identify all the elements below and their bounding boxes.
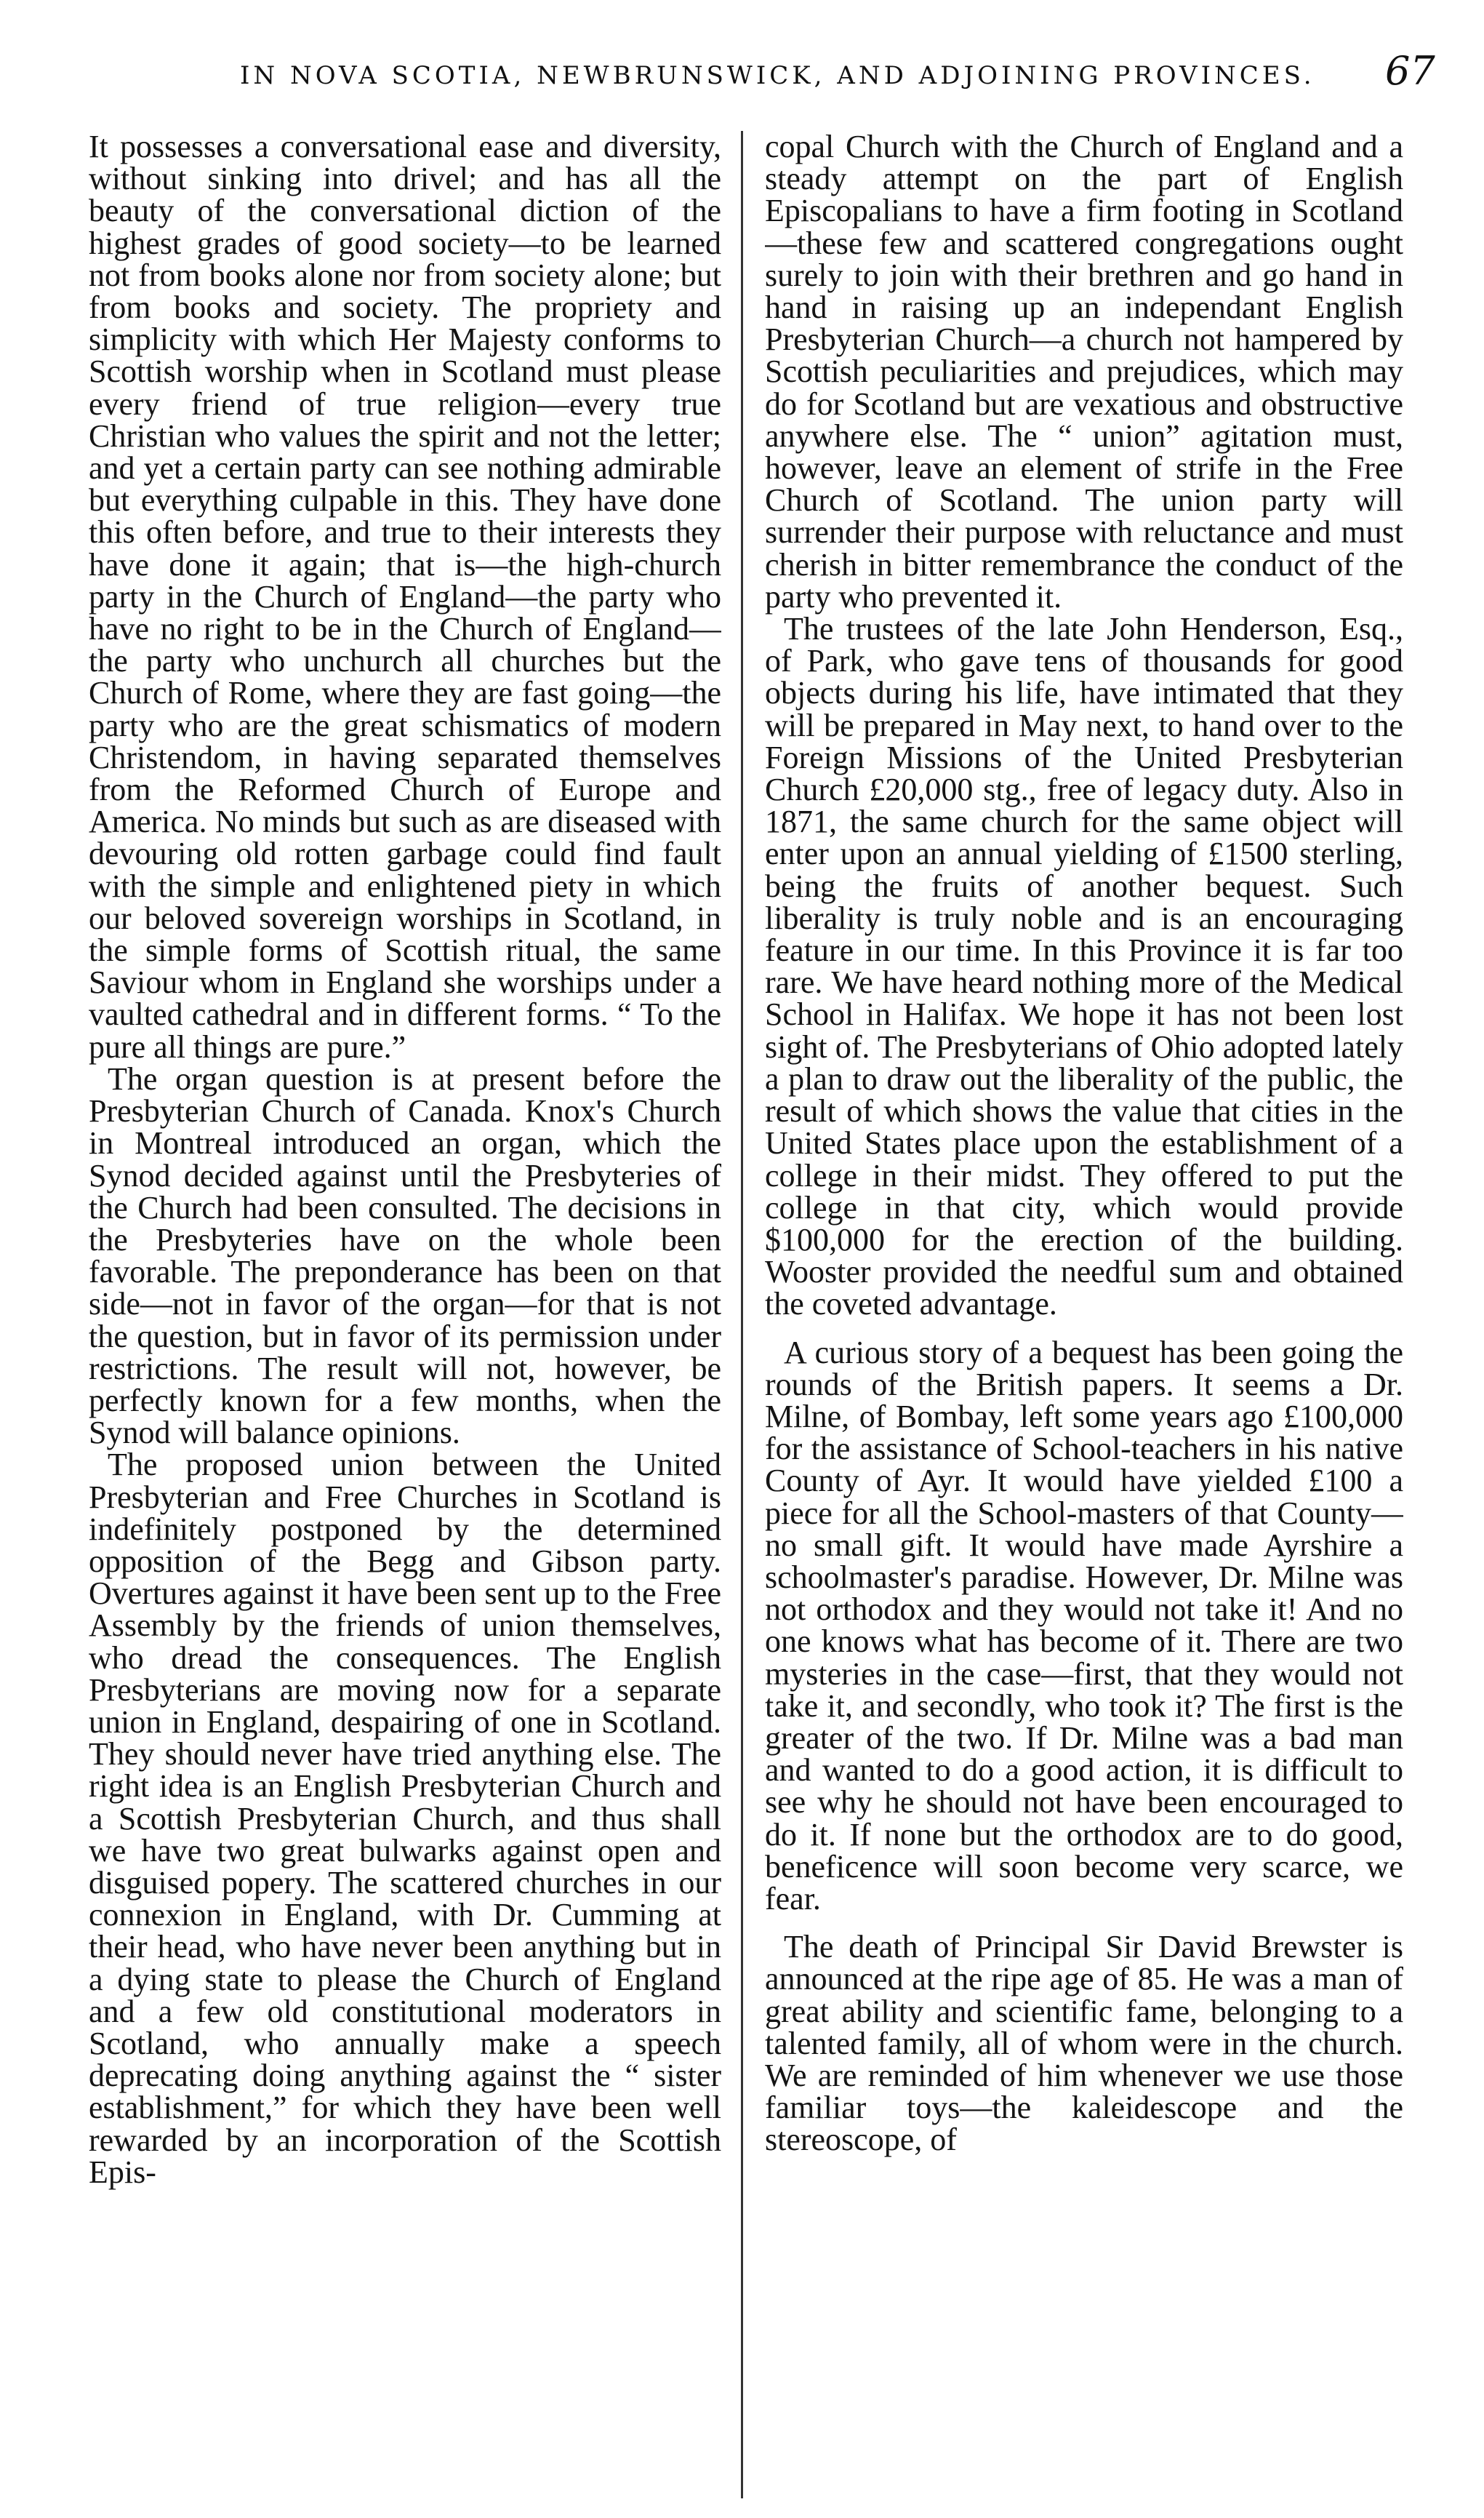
article-paragraph: The death of Principal Sir David Brewster is announced at the ripe age of 85. He was a man of great ability and scientific fame, belonging to a talented family, all of whom were in the church. We are reminded of him whenever we use those familiar toys—the kaleidescope and the stereoscope, of (765, 1929, 1403, 2158)
running-title: IN NOVA SCOTIA, NEWBRUNSWICK, AND ADJOINING PROVINCES. (240, 61, 1315, 90)
right-column (765, 131, 1403, 2495)
article-paragraph: The proposed union between the United Presbyterian and Free Churches in Scotland is indefinitely postponed by the determined opposition of the Begg and Gibson party. Overtures against it have been sent up to the Free Assembly by the friends of union themselves, who dread the consequences. The English Presbyterians are moving now for a separate union in England, despairing of one in Scotland. They should never have tried anything else. The right idea is an English Presbyterian Church and a Scottish Presbyterian Church, and thus shall we have two great bulwarks against open and disguised popery. The scattered churches in our connexion in England, with Dr. Cumming at their head, who have never been anything but in a dying state to please the Church of England and a few old constitutional moderators in Scotland, who annually make a speech deprecating doing anything against the “ sister establishment,” for which they have been well rewarded by an incorporation of the Scottish Epis- (89, 1447, 721, 2190)
article-paragraph: The organ question is at present before the Presbyterian Church of Canada. Knox's Church in Montreal introduced an organ, which the Synod decided against until the Presbyteries of the Church had been consulted. The decisions in the Presbyteries have on the whole been favorable. The preponderance has been on that side—not in favor of the organ—for that is not the question, but in favor of its permission under restrictions. The result will not, however, be perfectly known for a few months, when the Synod will balance opinions. (89, 1060, 721, 1451)
left-column (89, 131, 721, 2495)
article-paragraph: copal Church with the Church of England and a steady attempt on the part of English Episcopalians to have a firm footing in Scotland—these few and scattered congregations ought surely to join with their brethren and go hand in hand in raising up an independant English Presbyterian Church—a church not hampered by Scottish peculiarities and prejudices, which may do for Scotland but are vexatious and obstructive anywhere else. The “ union” agitation must, however, leave an element of strife in the Free Church of Scotland. The union party will surrender their purpose with reluctance and must cherish in bitter remembrance the conduct of the party who prevented it. (765, 131, 1403, 615)
column-divider (741, 131, 743, 2498)
article-paragraph: It possesses a conversational ease and diversity, without sinking into drivel; and has all the beauty of the conversational diction of the highest grades of good society—to be learned not from books alone nor from society alone; but from books and society. The propriety and simplicity with which Her Majesty conforms to Scottish worship when in Scotland must please every friend of true religion—every true Christian who values the spirit and not the letter; and yet a certain party can see nothing admirable but everything culpable in this. They have done this often before, and true to their interests they have done it again; that is—the high-church party in the Church of England—the party who have no right to be in the Church of England—the party who unchurch all churches but the Church of Rome, where they are fast going—the party who are the great schismatics of modern Christendom, in having separated themselves from the Reformed Church of Europe and America. No minds but such as are diseased with devouring old rotten garbage could find fault with the simple and enlightened piety in which our beloved sovereign worships in Scotland, in the simple forms of Scottish ritual, the same Saviour whom in England she worships under a vaulted cathedral and in different forms. “ To the pure all things are pure.” (89, 131, 721, 1065)
article-paragraph: The trustees of the late John Henderson, Esq., of Park, who gave tens of thousands for good objects during his life, have intimated that they will be prepared in May next, to hand over to the Foreign Missions of the United Presbyterian Church £20,000 stg., free of legacy duty. Also in 1871, the same church for the same object will enter upon an annual yielding of £1500 sterling, being the fruits of another bequest. Such liberality is truly noble and is an encouraging feature in our time. In this Province it is far too rare. We have heard nothing more of the Medical School in Halifax. We hope it has not been lost sight of. The Presbyterians of Ohio adopted lately a plan to draw out the liberality of the public, the result of which shows the value that cities in the United States place upon the establishment of a college in their midst. They offered to put the college in that city, which would provide $100,000 for the erection of the building. Wooster provided the needful sum and obtained the coveted advantage. (765, 611, 1403, 1322)
article-paragraph: A curious story of a bequest has been going the rounds of the British papers. It seems a Dr. Milne, of Bombay, left some years ago £100,000 for the assistance of School-teachers in his native County of Ayr. It would have yielded £100 a piece for all the School-masters of that County—no small gift. It would have made Ayrshire a schoolmaster's paradise. However, Dr. Milne was not orthodox and they would not take it! And no one knows what has become of it. There are two mysteries in the case—first, that they would not take it, and secondly, who took it? The first is the greater of the two. If Dr. Milne was a bad man and wanted to do a good action, it is difficult to see why he should not have been encouraged to do it. If none but the orthodox are to do good, beneficence will soon become very scarce, we fear. (765, 1334, 1403, 1917)
page-number: 67 (1385, 48, 1435, 94)
